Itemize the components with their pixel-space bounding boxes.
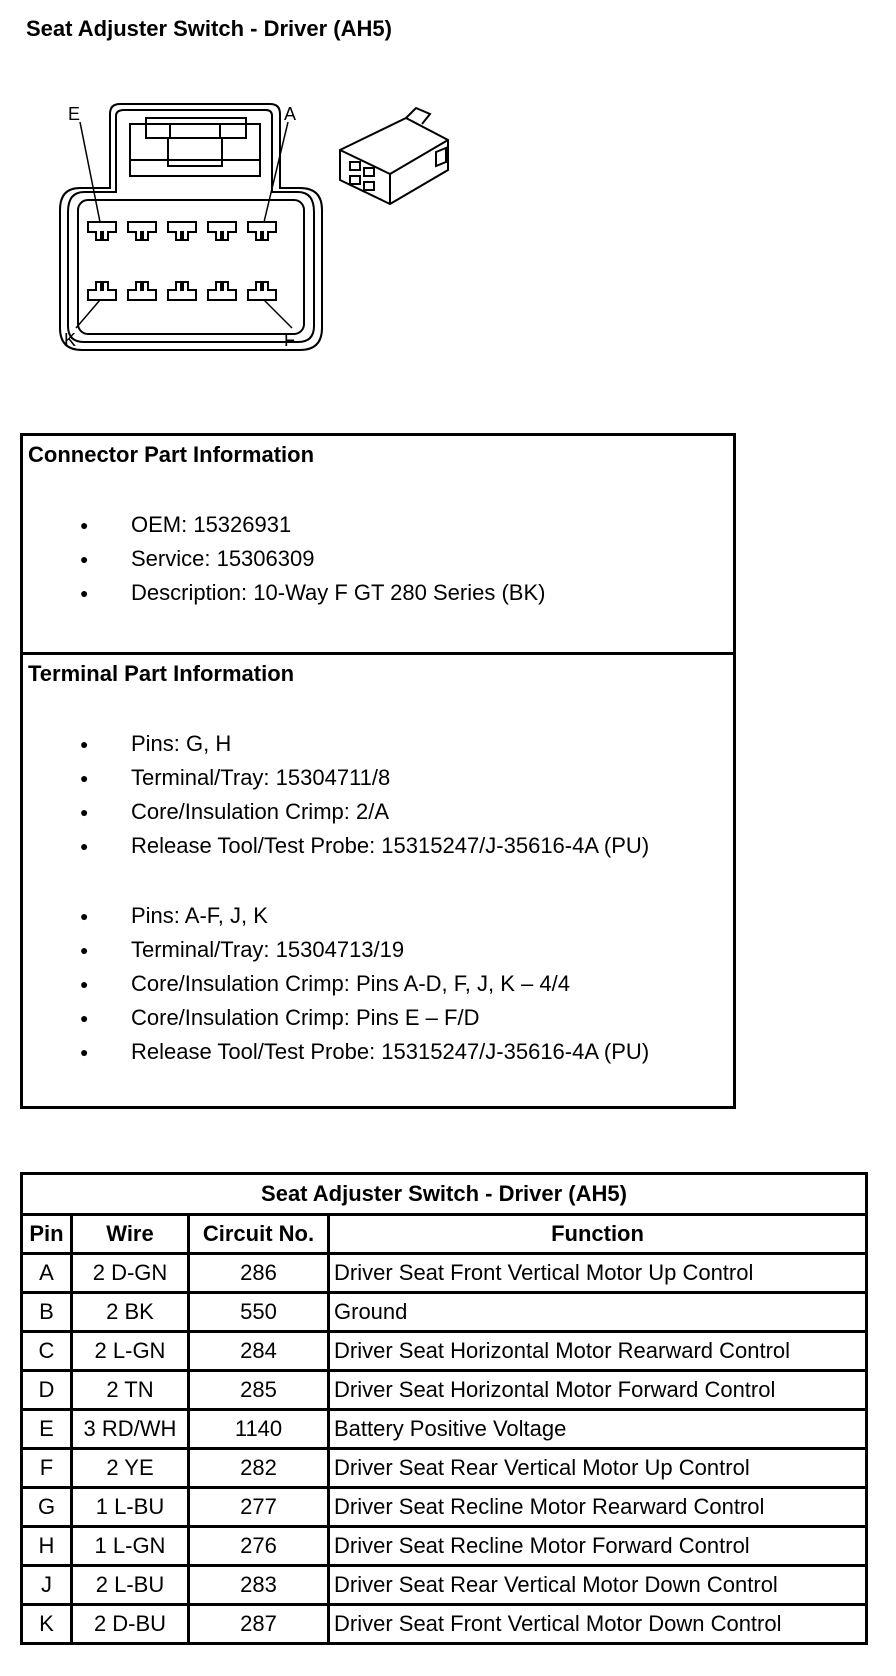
pin-label-f: F: [284, 330, 295, 350]
pin-cell: G: [22, 1488, 72, 1527]
circuit-cell: 284: [189, 1332, 329, 1371]
connector-diagram: [50, 100, 470, 360]
circuit-cell: 285: [189, 1371, 329, 1410]
table-row: [22, 1254, 867, 1293]
wire-cell: 2 YE: [72, 1449, 189, 1488]
function-cell: Driver Seat Rear Vertical Motor Down Control: [329, 1566, 867, 1605]
column-header-pin: Pin: [22, 1215, 72, 1254]
circuit-cell: 283: [189, 1566, 329, 1605]
pin-cell: C: [22, 1332, 72, 1371]
wire-cell: 2 D-GN: [72, 1254, 189, 1293]
pin-cell: J: [22, 1566, 72, 1605]
wire-cell: 2 L-GN: [72, 1332, 189, 1371]
terminal-info-group-2: [28, 899, 733, 1069]
list-item: ● Core/Insulation Crimp: 2/A: [28, 795, 733, 829]
list-item: ● Release Tool/Test Probe: 15315247/J-35616-4A (PU): [28, 829, 733, 863]
circuit-cell: 282: [189, 1449, 329, 1488]
list-item: ● Core/Insulation Crimp: Pins E – F/D: [28, 1001, 733, 1035]
list-item: ● Description: 10-Way F GT 280 Series (BK): [28, 576, 733, 610]
table-row: [22, 1527, 867, 1566]
function-cell: Ground: [329, 1293, 867, 1332]
pin-cell: K: [22, 1605, 72, 1644]
pin-cell: B: [22, 1293, 72, 1332]
table-row: [22, 1488, 867, 1527]
list-item: ● Terminal/Tray: 15304711/8: [28, 761, 733, 795]
terminal-info-heading: Terminal Part Information: [28, 661, 295, 686]
list-item: ● Terminal/Tray: 15304713/19: [28, 933, 733, 967]
function-cell: Driver Seat Horizontal Motor Rearward Control: [329, 1332, 867, 1371]
table-row: [22, 1332, 867, 1371]
wire-cell: 3 RD/WH: [72, 1410, 189, 1449]
wire-cell: 1 L-BU: [72, 1488, 189, 1527]
part-info-box: [20, 433, 736, 1109]
function-cell: Driver Seat Rear Vertical Motor Up Control: [329, 1449, 867, 1488]
circuit-cell: 287: [189, 1605, 329, 1644]
wire-cell: 1 L-GN: [72, 1527, 189, 1566]
table-row: [22, 1449, 867, 1488]
function-cell: Driver Seat Recline Motor Forward Control: [329, 1527, 867, 1566]
circuit-cell: 286: [189, 1254, 329, 1293]
terminal-part-info: [23, 655, 733, 1069]
table-row: [22, 1566, 867, 1605]
wire-cell: 2 BK: [72, 1293, 189, 1332]
function-cell: Driver Seat Recline Motor Rearward Control: [329, 1488, 867, 1527]
list-item: ● Core/Insulation Crimp: Pins A-D, F, J, K – 4/4: [28, 967, 733, 1001]
wire-cell: 2 D-BU: [72, 1605, 189, 1644]
connector-3d-icon: [340, 108, 448, 204]
wire-cell: 2 L-BU: [72, 1566, 189, 1605]
table-row: [22, 1410, 867, 1449]
connector-info-list: [28, 508, 733, 610]
pin-cell: A: [22, 1254, 72, 1293]
table-row: [22, 1293, 867, 1332]
wire-cell: 2 TN: [72, 1371, 189, 1410]
circuit-cell: 550: [189, 1293, 329, 1332]
terminal-info-group-1: [28, 727, 733, 863]
function-cell: Driver Seat Front Vertical Motor Up Control: [329, 1254, 867, 1293]
table-caption: Seat Adjuster Switch - Driver (AH5): [22, 1174, 867, 1215]
circuit-cell: 277: [189, 1488, 329, 1527]
list-item: ● Pins: A-F, J, K: [28, 899, 733, 933]
pin-cell: D: [22, 1371, 72, 1410]
circuit-cell: 1140: [189, 1410, 329, 1449]
function-cell: Driver Seat Horizontal Motor Forward Control: [329, 1371, 867, 1410]
top-row-terminals: [88, 222, 276, 240]
bottom-row-terminals: [88, 282, 276, 300]
list-item: ● OEM: 15326931: [28, 508, 733, 542]
pin-label-a: A: [284, 104, 297, 124]
connector-info-heading: Connector Part Information: [28, 442, 315, 467]
table-row: [22, 1605, 867, 1644]
pin-label-e: E: [68, 104, 81, 124]
function-cell: Driver Seat Front Vertical Motor Down Control: [329, 1605, 867, 1644]
connector-part-info: [23, 436, 733, 655]
column-header-wire: Wire: [72, 1215, 189, 1254]
column-header-function: Function: [329, 1215, 867, 1254]
page-title: Seat Adjuster Switch - Driver (AH5): [26, 16, 392, 41]
circuit-cell: 276: [189, 1527, 329, 1566]
function-cell: Battery Positive Voltage: [329, 1410, 867, 1449]
column-header-circuit: Circuit No.: [189, 1215, 329, 1254]
pin-cell: H: [22, 1527, 72, 1566]
pin-cell: E: [22, 1410, 72, 1449]
pin-cell: F: [22, 1449, 72, 1488]
pin-table: [20, 1172, 868, 1645]
pin-label-k: K: [64, 330, 77, 350]
list-item: ● Pins: G, H: [28, 727, 733, 761]
list-item: ● Release Tool/Test Probe: 15315247/J-35616-4A (PU): [28, 1035, 733, 1069]
table-row: [22, 1371, 867, 1410]
list-item: ● Service: 15306309: [28, 542, 733, 576]
